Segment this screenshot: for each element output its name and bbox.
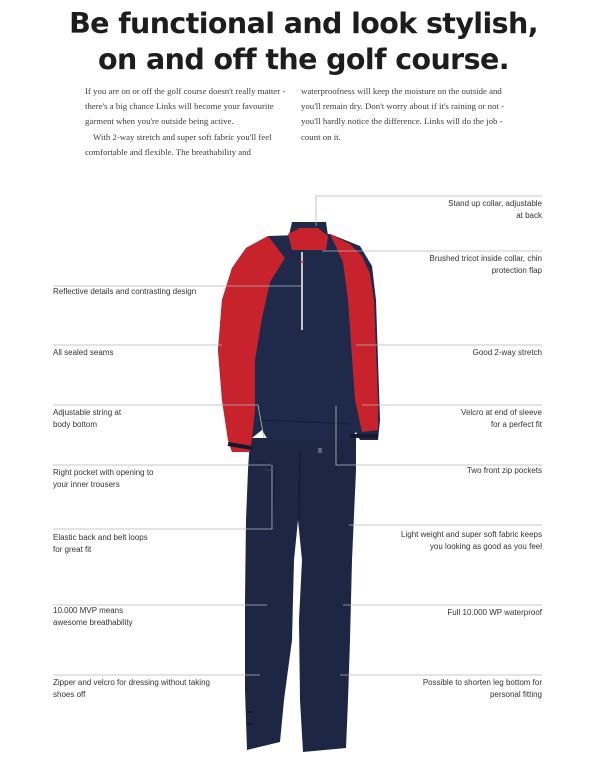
feature-label-2-way-stretch: Good 2-way stretch	[472, 348, 542, 357]
feature-label-front-zip-pockets: Two front zip pockets	[466, 466, 542, 475]
feature-label-light-weight: Light weight and super soft fabric keeps you looking as good as you feel	[401, 530, 542, 552]
feature-label-adjustable-string: Adjustable string at body bottom	[53, 408, 122, 430]
intro-paragraph: waterproofness will keep the moisture on the outside and you'll remain dry. Don't worry about if it's raining or not - you'll hardly notice the difference. Links will do the job - count on it.	[301, 86, 505, 142]
intro-paragraph: If you are on or off the golf course doesn't really matter - there's a big chance Links will become your favourite garment when you're outside being active.	[85, 86, 286, 127]
feature-label-brushed-tricot: Brushed tricot inside collar, chin protection flap	[429, 254, 542, 276]
intro-paragraph: With 2-way stretch and super soft fabric you'll feel comfortable and flexible. The breathability and	[85, 131, 272, 157]
feature-label-reflective-details: Reflective details and contrasting design	[53, 287, 197, 296]
feature-label-velcro-sleeve: Velcro at end of sleeve for a perfect fit	[461, 408, 542, 430]
feature-label-right-pocket: Right pocket with opening to your inner trousers	[53, 468, 154, 490]
feature-label-waterproof: Full 10.000 WP waterproof	[447, 608, 542, 617]
feature-label-stand-up-collar: Stand up collar, adjustable at back	[448, 199, 542, 221]
headline-line-2: on and off the golf course.	[98, 43, 509, 76]
feature-label-sealed-seams: All sealed seams	[53, 348, 114, 357]
feature-label-shorten-leg: Possible to shorten leg bottom for personal fitting	[422, 678, 542, 700]
feature-label-breathability: 10.000 MVP means awesome breathability	[53, 606, 133, 628]
feature-label-elastic-back: Elastic back and belt loops for great fit	[53, 533, 148, 555]
feature-label-zipper-velcro: Zipper and velcro for dressing without taking shoes off	[53, 678, 210, 700]
headline-line-1: Be functional and look stylish,	[69, 7, 538, 40]
